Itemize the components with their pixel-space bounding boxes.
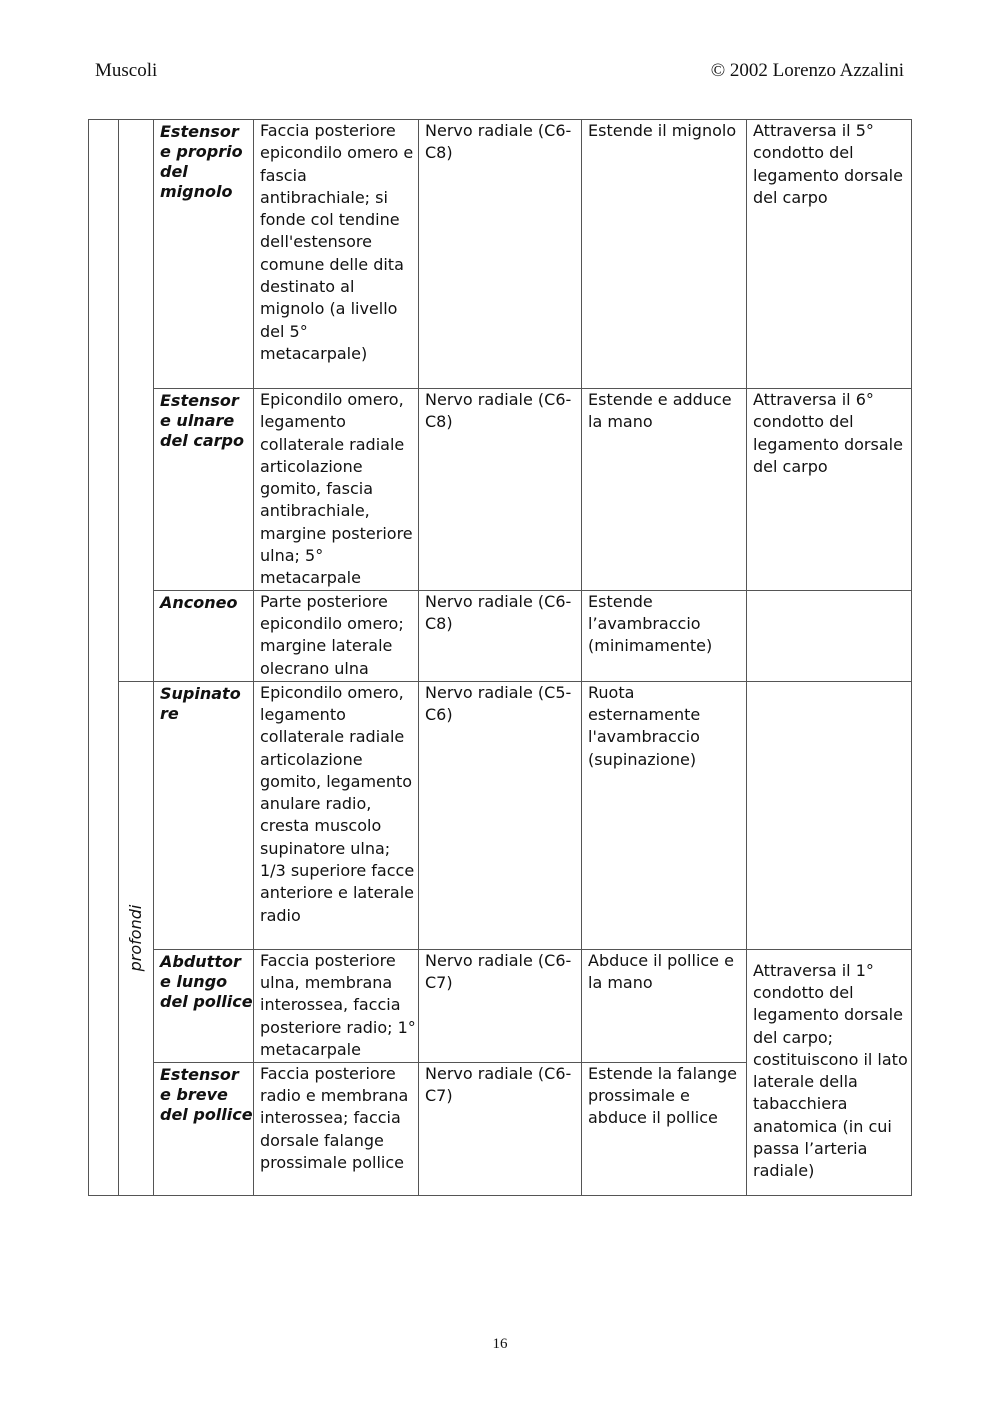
action-cell: Abduce il pollice e la mano xyxy=(582,949,747,1062)
muscle-name: Estensor e breve del pollice xyxy=(154,1062,254,1195)
action-cell: Estende la falange prossimale e abduce il pollice xyxy=(582,1062,747,1195)
notes-text: Attraversa il 1° condotto del legamento dorsale del carpo; costituiscono il lato laterale della tabacchiera anatomica (in cui passa l’arteria radiale) xyxy=(753,960,908,1181)
nerve-cell: Nervo radiale (C6-C7) xyxy=(419,1062,582,1195)
notes-cell xyxy=(747,590,912,681)
notes-cell: Attraversa il 6° condotto del legamento dorsale del carpo xyxy=(747,389,912,591)
notes-cell xyxy=(747,949,912,1195)
nerve-cell: Nervo radiale (C6-C7) xyxy=(419,949,582,1062)
header-title: Muscoli xyxy=(95,60,158,81)
table-row xyxy=(89,681,912,949)
superficial-group-cell xyxy=(119,120,154,682)
table-row xyxy=(89,949,912,1062)
origin-cell: Faccia posteriore radio e membrana interossea; faccia dorsale falange prossimale pollice xyxy=(254,1062,419,1195)
muscle-table xyxy=(88,119,912,1196)
outer-group-cell xyxy=(89,120,119,1196)
origin-cell: Parte posteriore epicondilo omero; margine laterale olecrano ulna xyxy=(254,590,419,681)
action-cell: Estende l’avambraccio (minimamente) xyxy=(582,590,747,681)
muscle-name: Anconeo xyxy=(154,590,254,681)
nerve-cell: Nervo radiale (C6-C8) xyxy=(419,590,582,681)
table-row xyxy=(89,590,912,681)
notes-cell xyxy=(747,681,912,949)
table-row xyxy=(89,120,912,389)
action-cell: Ruota esternamente l'avambraccio (supinazione) xyxy=(582,681,747,949)
header-copyright: © 2002 Lorenzo Azzalini xyxy=(710,60,904,81)
nerve-cell: Nervo radiale (C5-C6) xyxy=(419,681,582,949)
origin-cell: Epicondilo omero, legamento collaterale radiale articolazione gomito, fascia antibrachiale, margine posteriore ulna; 5° metacarpale xyxy=(254,389,419,591)
muscle-name: Abduttor e lungo del pollice xyxy=(154,949,254,1062)
muscle-name: Estensor e proprio del mignolo xyxy=(154,120,254,389)
origin-cell: Epicondilo omero, legamento collaterale radiale articolazione gomito, legamento anulare radio, cresta muscolo supinatore ulna; 1/3 superiore facce anteriore e laterale radio xyxy=(254,681,419,949)
nerve-cell: Nervo radiale (C6-C8) xyxy=(419,389,582,591)
action-cell: Estende e adduce la mano xyxy=(582,389,747,591)
muscle-name: Supinato re xyxy=(154,681,254,949)
origin-cell: Faccia posteriore epicondilo omero e fascia antibrachiale; si fonde col tendine dell'estensore comune delle dita destinato al mignolo (a livello del 5° metacarpale) xyxy=(254,120,419,389)
muscle-name: Estensor e ulnare del carpo xyxy=(154,389,254,591)
nerve-cell: Nervo radiale (C6-C8) xyxy=(419,120,582,389)
origin-cell: Faccia posteriore ulna, membrana interossea, faccia posteriore radio; 1° metacarpale xyxy=(254,949,419,1062)
group-label: profondi xyxy=(125,904,145,972)
notes-cell: Attraversa il 5° condotto del legamento dorsale del carpo xyxy=(747,120,912,389)
page-number: 16 xyxy=(492,1336,508,1352)
action-cell: Estende il mignolo xyxy=(582,120,747,389)
table-row xyxy=(89,389,912,591)
deep-group-cell xyxy=(119,681,154,1195)
